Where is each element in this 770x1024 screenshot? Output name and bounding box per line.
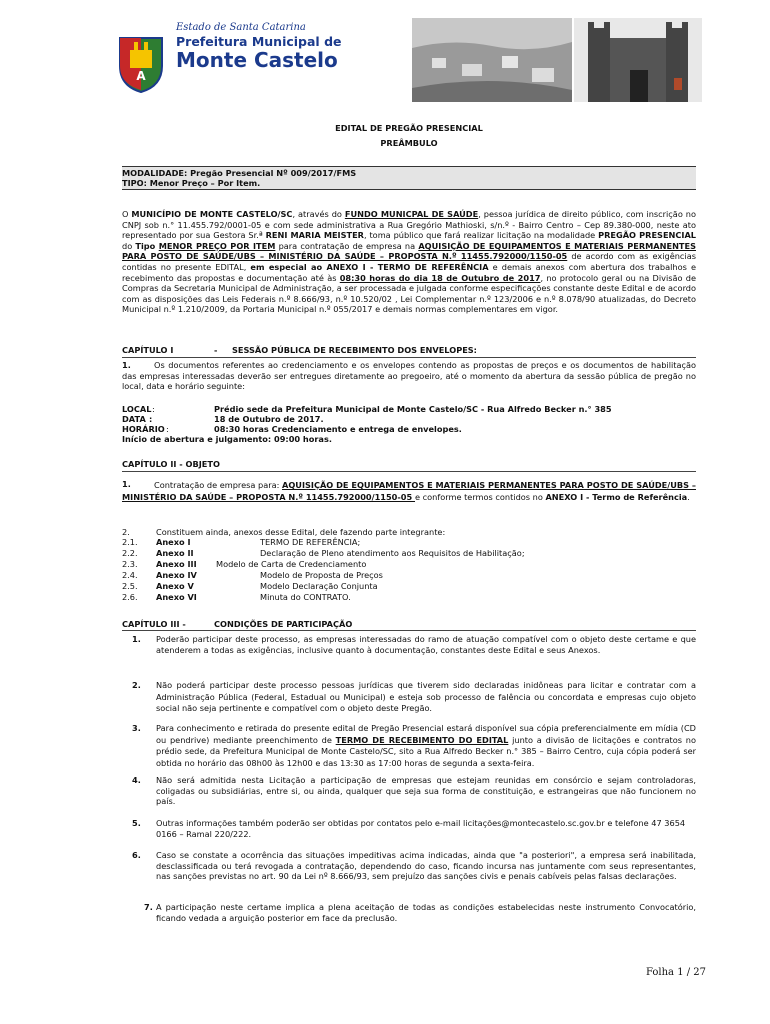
cap3-item-num: 6. — [132, 850, 141, 860]
cap1-title: CAPÍTULO I — [122, 345, 174, 355]
cap2-objeto: AQUISIÇÃO DE EQUIPAMENTOS E MATERIAIS PERMANENTES PARA POSTO DE SAÚDE/UBS – MINISTÉRIO DA SAÚDE – PROPOSTA N.º 11455.792000/1150-05 — [122, 480, 696, 502]
tipo-value: : Menor Preço – Por Item. — [143, 178, 261, 188]
local-value: Prédio sede da Prefeitura Municipal de Monte Castelo/SC - Rua Alfredo Becker n.° 385 — [214, 404, 612, 414]
cap2-heading: CAPÍTULO II - OBJETO — [122, 459, 220, 469]
anexo-num: 2.1. — [122, 537, 138, 547]
cap1-item-num: 1. — [122, 360, 131, 370]
intro-objeto: AQUISIÇÃO DE EQUIPAMENTOS E MATERIAIS PERMANENTES PARA POSTO DE SAÚDE/UBS – MINISTÉRIO DA SAÚDE – PROPOSTA N.º 11455.792000/1150-05 — [122, 240, 696, 262]
anexo-desc: Minuta do CONTRATO. — [260, 592, 351, 602]
city-aerial-photo — [412, 18, 572, 102]
cap2-text: Contratação de empresa para: — [154, 480, 283, 490]
intro-municipio: MUNICÍPIO DE MONTE CASTELO/SC — [131, 209, 293, 219]
preambulo-title: PREÂMBULO — [380, 138, 438, 148]
horario-value: 08:30 horas Credenciamento e entrega de envelopes. — [214, 424, 462, 434]
anexo-desc: Modelo de Carta de Credenciamento — [216, 559, 367, 569]
intro-text: de acordo com as exigências contidas no presente EDITAL, — [122, 251, 696, 272]
cap1-dash: - — [214, 345, 218, 355]
intro-text: , pessoa jurídica de direito público, com inscrição no CNPJ sob n.° 11.455.792/0001-05 e com sede administrativa a Rua Gregório Mathioski, s/n.º - Bairro Centro – Cep 89.380-000, neste ato representado por sua Gestora Sr.ª — [122, 209, 696, 241]
data-value: 18 de Outubro de 2017. — [214, 414, 324, 424]
state-name: Estado de Santa Catarina — [176, 22, 306, 33]
anexo-name: Anexo V — [156, 581, 194, 591]
modalidade-line: MODALIDADE: Pregão Presencial Nº 009/2017/FMS — [122, 168, 357, 178]
anexo-num: 2.3. — [122, 559, 138, 569]
anexo-desc: TERMO DE REFERÊNCIA; — [260, 537, 361, 547]
letterhead — [112, 18, 702, 106]
intro-text: , no protocolo geral ou na Divisão de Compras da Secretaria Municipal de Administração, a ser processada e julgada conforme especificações constante deste Edital e de acordo com as disposições das Leis Federais n.º 8.666/93, n.º 10.520/02 , Lei Complementar n.º 123/2006 e n.º 8.078/90 atualizadas, do Decreto Municipal n.º 1.210/2009, da Portaria Municipal n.º 055/2017 e demais normas complementares em vigor. — [122, 272, 696, 315]
modalidade-box — [122, 166, 696, 190]
cap3-item-text: Outras informações também poderão ser obtidas por contatos pelo e-mail licitações@montecastelo.sc.gov.br e telefone 47 3654 0166 – Ramal 220/222. — [156, 818, 686, 839]
anexo-desc: Modelo Declaração Conjunta — [260, 581, 378, 591]
cap3-item3-text: junto a divisão de licitações e contratos no prédio sede, da Prefeitura Municipal de Monte Castelo/SC, sito a Rua Alfredo Becker n.° 385 – Bairro Centro, cuja cópia poderá ser obtida no horário das 08h00 às 12h00 e das 13:30 as 17:00 horas de segunda a sexta-feira. — [156, 734, 697, 768]
anexo-num: 2.5. — [122, 581, 138, 591]
cap3-item-num: 2. — [132, 680, 141, 690]
horario-label: HORÁRIO — [122, 424, 165, 434]
cap3-item-text: Não será admitida nesta Licitação a participação de empresas que estejam reunidas em consórcio e sejam controladoras, coligadas ou subsidiárias, entre si, ou ainda, qualquer que seja sua forma de constituição, e estrangeiras que não funcionem no país. — [156, 775, 696, 807]
anexo-name: Anexo IV — [156, 570, 197, 580]
cap1-item-text: Os documentos referentes ao credenciamento e os envelopes contendo as propostas de preços e os documentos de habilitação das empresas interessadas deverão ser entregues diretamente ao pregoeiro, até o momento da abertura da sessão pública de pregão no local, data e horário seguinte: — [122, 360, 696, 392]
anexo-num: 2.6. — [122, 592, 138, 602]
cap3-item-num: 5. — [132, 818, 141, 828]
cap3-item-text: A participação neste certame implica a plena aceitação de todas as condições estabelecidas neste instrumento Convocatório, ficando vedada a arguição posterior em face da preclusão. — [156, 902, 696, 923]
municipal-crest-icon — [116, 32, 166, 94]
cap3-item-num: 4. — [132, 775, 141, 785]
cap3-item-text: Caso se constate a ocorrência das situações impeditivas acima indicadas, ainda que "a posteriori", a empresa será inabilitada, desclassificada ou terá revogada a contratação, dependendo do caso, ficando incursa nas juntamente com seus representantes, nas sanções previstas no art. 90 da Lei nº 8.666/93, sem prejuízo das sanções civis e penais cabíveis pelas falsas declarações. — [156, 850, 696, 882]
intro-modalidade: PREGÃO PRESENCIAL — [598, 230, 696, 241]
cap2-item-num: 1. — [122, 479, 131, 489]
cap3-title: CAPÍTULO III - — [122, 619, 186, 629]
anexo-num: 2.4. — [122, 570, 138, 580]
intro-prazo: 08:30 horas do dia 18 de Outubro de 2017 — [339, 272, 541, 283]
cap3-item-text: Não poderá participar deste processo pessoas jurídicas que tiverem sido declaradas inidôneas para licitar e contratar com a Administração Pública (Federal, Estadual ou Municipal) e esteja sob processo de falência ou concordata e empresas cujo objeto social não seja pertinente e compatível com o objeto deste Pregão. — [156, 680, 696, 713]
termo-recebimento: TERMO DE RECEBIMENTO DO EDITAL — [335, 734, 509, 745]
data-label: DATA — [122, 414, 146, 424]
intro-text: , através do — [292, 209, 345, 219]
cap2-text: e conforme termos contidos no — [415, 492, 546, 502]
anexo-name: Anexo I — [156, 537, 191, 547]
intro-fundo: FUNDO MUNICPAL DE SAÚDE — [344, 209, 479, 219]
cap1-rule — [122, 357, 696, 358]
cap2-item-text — [122, 479, 696, 503]
cap3-item-num: 7. — [144, 902, 153, 912]
document-page: A Estado de Santa Catarina Prefeitura Municipal de Monte Castelo EDITAL DE PREGÃO PRESENCIAL PREÂMBULO MODALIDADE: Pregão Presencial Nº 009/2017/FMS TIPO: Menor Preço – Por Item. O MUNICÍPIO DE MONTE CASTELO/SC, através do FUNDO MUNICPAL DE SAÚDE, pessoa jurídica de direito público, com inscrição no CNPJ sob n.° 11.455.792/0001-05 e com sede administrativa a Rua Gregório Mathioski, s/n.º - Bairro Centro – Cep 89.380-000, neste ato representado por sua Gestora Sr.ª RENI MARIA MEISTER, toma público que fará realizar licitação na modalidade PREGÃO PRESENCIAL do Tipo MENOR PREÇO POR ITEM para contratação de empresa na AQUISIÇÃO DE EQUIPAMENTOS E MATERIAIS PERMANENTES PARA POSTO DE SAÚDE/UBS – MINISTÉRIO DA SAÚDE – PROPOSTA N.º 11455.792000/1150-05 de acordo com as exigências contidas no presente EDITAL, em especial ao ANEXO I - TERMO DE REFERÊNCIA e demais anexos com abertura dos trabalhos e recebimento das propostas e documentação até às 08:30 horas do dia 18 de Outubro de 2017, no protocolo geral ou na Divisão de Compras da Secretaria Municipal de Administração, a ser processada e julgada conforme especificações constante deste Edital e de acordo com as disposições das Leis Federais n.º 8.666/93, n.º 10.520/02 , Lei Complementar n.º 123/2006 e n.º 8.078/90 atualizadas, do Decreto Municipal n.º 1.210/2009, da Portaria Municipal n.º 055/2017 e demais normas complementares em vigor. CAPÍTULO I - SESSÃO PÚBLICA DE RECEBIMENTO DOS ENVELOPES: 1. Os documentos referentes ao credenciamento e os envelopes contendo as propostas de preços e os documentos de habilitação das empresas interessadas deverão ser entregues diretamente ao pregoeiro, até o momento da abertura da sessão pública de pregão no local, data e horário seguinte: LOCAL : Prédio sede da Prefeitura Municipal de Monte Castelo/SC - Rua Alfredo Becker n.° 385 DATA : 18 de Outubro de 2017. HORÁRIO : 08:30 horas Credenciamento e entrega de envelopes. Início de abertura e julgamento: 09:00 horas. CAPÍTULO II - OBJETO 1. Contratação de empresa para: AQUISIÇÃO DE EQUIPAMENTOS E MATERIAIS PERMANENTES PARA POSTO DE SAÚDE/UBS – MINISTÉRIO DA SAÚDE – PROPOSTA N.º 11455.792000/1150-05 e conforme termos contidos no ANEXO I - Termo de Referência. 2. Constituem ainda, anexos desse Edital, dele fazendo parte integrante: 2.1. Anexo I TERMO DE REFERÊNCIA; 2.2. Anexo II Declaração de Pleno atendimento aos Requisitos de Habilitação; 2.3. Anexo III Modelo de Carta de Credenciamento 2.4. Anexo IV Modelo de Proposta de Preços 2.5. Anexo V Modelo Declaração Conjunta 2.6. Anexo VI Minuta do CONTRATO. CAPÍTULO III - CONDIÇÕES DE PARTICIPAÇÃO 1. Poderão participar deste processo, as empresas interessadas do ramo de atuação compatível com o objeto deste certame e que atenderem a todas as exigências, inclusive quanto à documentação, constantes deste Edital e seus Anexos. 2. Não poderá participar deste processo pessoas jurídicas que tiverem sido declaradas inidôneas para licitar e contratar com a Administração Pública (Federal, Estadual ou Municipal) e esteja sob processo de falência ou concordata e empresas cujo objeto social não seja pertinente e compatível com o objeto deste Pregão. 3. Para conhecimento e retirada do presente edital de Pregão Presencial estará disponível sua cópia preferencialmente em mídia (CD ou pendrive) mediante preenchimento de TERMO DE RECEBIMENTO DO EDITAL junto a divisão de licitações e contratos no prédio sede, da Prefeitura Municipal de Monte Castelo/SC, sito a Rua Alfredo Becker n.° 385 – Bairro Centro, cuja cópia poderá ser obtida no horário das 08h00 às 12h00 e das 13:30 as 17:00 horas de segunda a sexta-feira. 4. Não será admitida nesta Licitação a participação de empresas que estejam reunidas em consórcio e sejam controladoras, coligadas ou subsidiárias, entre si, ou ainda, qualquer que seja sua forma de constituição, e estrangeiras que não funcionem no país. 5. Outras informações também poderão ser obtidas por contatos pelo e-mail licitações@montecastelo.sc.gov.br e telefone 47 3654 0166 – Ramal 220/222. 6. Caso se constate a ocorrência das situações impeditivas acima indicadas, ainda que "a posteriori", a empresa será inabilitada, desclassificada ou terá revogada a contratação, dependendo do caso, ficando incursa nas juntamente com seus representantes, nas sanções previstas no art. 90 da Lei nº 8.666/93, sem prejuízo das sanções civis e penais cabíveis pelas falsas declarações. 7. A participação neste certame implica a plena aceitação de todas as condições estabelecidas neste instrumento Convocatório, ficando vedada a arguição posterior em face da preclusão. Folha 1 / 27 — [0, 0, 770, 1024]
anexos-num: 2. — [122, 527, 130, 537]
intro-anexo: em especial ao ANEXO I - TERMO DE REFERÊNCIA — [250, 261, 489, 272]
cap3-item-text — [156, 723, 696, 769]
cap3-item-num: 3. — [132, 723, 141, 733]
anexo-name: Anexo II — [156, 548, 194, 558]
local-label: LOCAL — [122, 404, 152, 414]
anexos-intro: Constituem ainda, anexos desse Edital, dele fazendo parte integrante: — [156, 527, 446, 537]
cap3-item3-text: Para conhecimento e retirada do presente edital de Pregão Presencial estará disponível sua cópia preferencialmente em mídia (CD ou pendrive) mediante preenchimento de — [156, 723, 696, 745]
intro-paragraph — [122, 209, 696, 315]
castle-tower-icon — [574, 18, 702, 102]
cap3-subtitle: CONDIÇÕES DE PARTICIPAÇÃO — [214, 619, 353, 629]
intro-menor-preco: MENOR PREÇO POR ITEM — [158, 240, 276, 251]
cap2-rule — [122, 471, 696, 472]
inicio-abertura: Início de abertura e julgamento: 09:00 horas. — [122, 434, 332, 444]
city-name: Monte Castelo — [176, 48, 338, 72]
cap2-text: . — [687, 492, 690, 502]
cap3-item-num: 1. — [132, 634, 141, 644]
anexo-num: 2.2. — [122, 548, 138, 558]
anexo-desc: Declaração de Pleno atendimento aos Requisitos de Habilitação; — [260, 548, 525, 558]
anexo-desc: Modelo de Proposta de Preços — [260, 570, 383, 580]
intro-gestora: RENI MARIA MEISTER — [265, 230, 364, 241]
cap3-item-text: Poderão participar deste processo, as empresas interessadas do ramo de atuação compatível com o objeto deste certame e que atenderem a todas as exigências, inclusive quanto à documentação, constantes deste Edital e seus Anexos. — [156, 634, 696, 655]
edital-title: EDITAL DE PREGÃO PRESENCIAL — [335, 123, 483, 133]
svg-text:A: A — [136, 69, 146, 83]
intro-text: e demais anexos com abertura dos trabalhos e recebimento das propostas e documentação até às — [122, 261, 696, 283]
anexo-name: Anexo VI — [156, 592, 197, 602]
tipo-label: TIPO — [122, 178, 144, 188]
intro-text: para contratação de empresa na — [275, 240, 419, 251]
tipo-line — [122, 178, 260, 189]
intro-tipo: Tipo — [135, 240, 159, 251]
page-footer: Folha 1 / 27 — [646, 967, 707, 978]
anexo-name: Anexo III — [156, 559, 197, 569]
cap3-rule — [122, 630, 696, 631]
intro-text: O — [122, 209, 132, 219]
intro-text: do — [122, 240, 136, 251]
prefeitura-label: Prefeitura Municipal de — [176, 34, 342, 49]
intro-text: , toma público que fará realizar licitação na modalidade — [363, 230, 599, 241]
cap1-subtitle: SESSÃO PÚBLICA DE RECEBIMENTO DOS ENVELOPES: — [232, 345, 477, 355]
letterhead-text — [176, 22, 376, 71]
cap2-anexo-ref: ANEXO I - Termo de Referência — [545, 492, 688, 502]
